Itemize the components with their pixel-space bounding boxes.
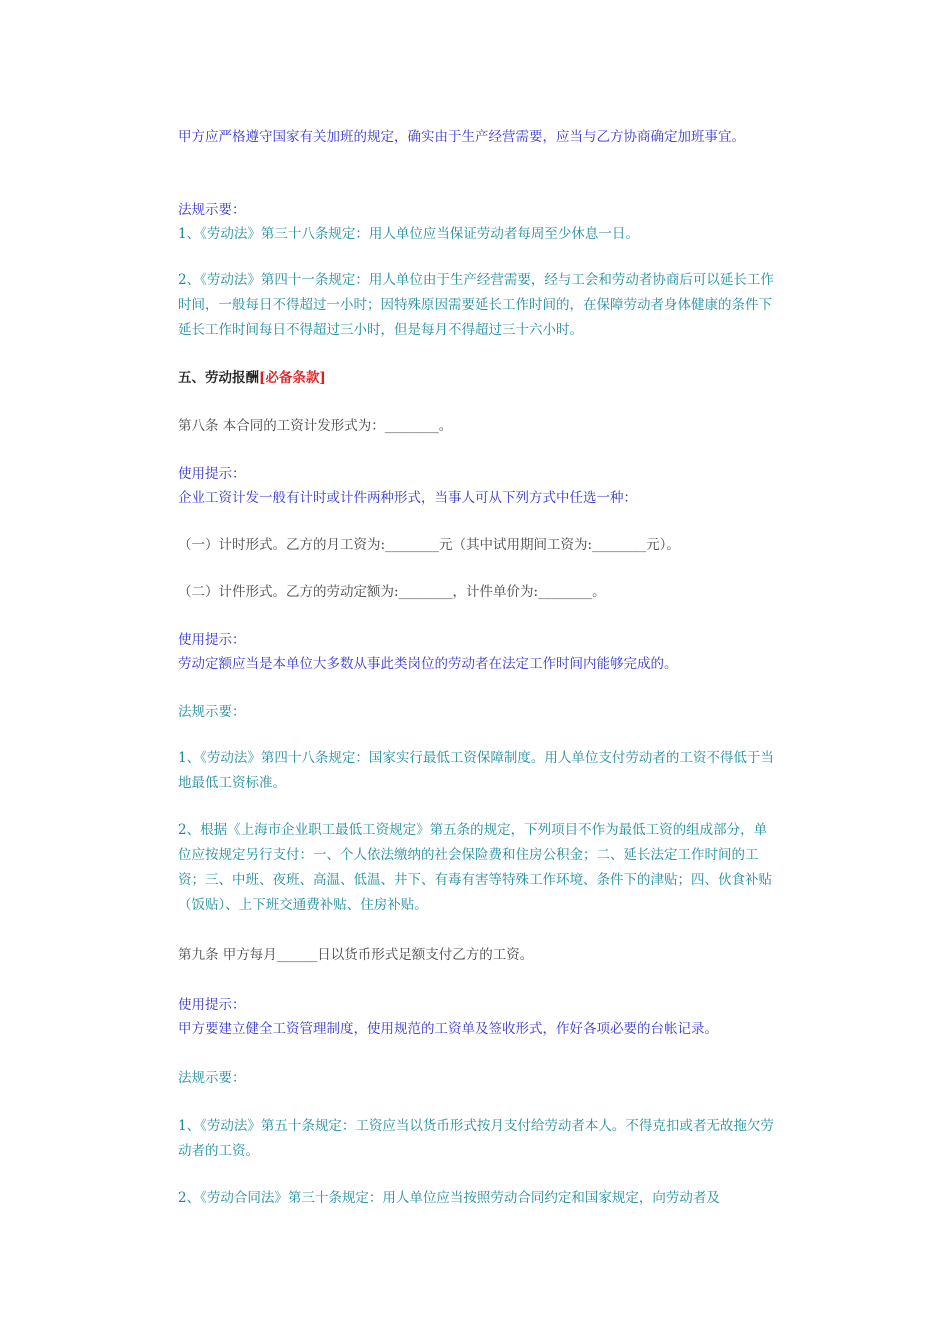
usage-tip-label: 使用提示： bbox=[178, 466, 246, 482]
legal-summary-label: 法规示要： bbox=[178, 704, 246, 720]
labor-contract-law-article-30: 2、《劳动合同法》第三十条规定：用人单位应当按照劳动合同约定和国家规定，向劳动者及 bbox=[178, 1190, 720, 1206]
piece-based-wage: （二）计件形式。乙方的劳动定额为:________，计件单价为:________。 bbox=[178, 584, 606, 600]
legal-summary-label: 法规示要： bbox=[178, 1070, 246, 1086]
time-based-wage: （一）计时形式。乙方的月工资为:________元（其中试用期间工资为:________元）。 bbox=[178, 537, 680, 553]
usage-tip-payroll: 甲方要建立健全工资管理制度，使用规范的工资单及签收形式，作好各项必要的台帐记录。 bbox=[178, 1021, 718, 1037]
usage-tip-label: 使用提示： bbox=[178, 632, 246, 648]
article-9: 第九条 甲方每月______日以货币形式足额支付乙方的工资。 bbox=[178, 947, 534, 963]
shanghai-min-wage-rule: 2、根据《上海市企业职工最低工资规定》第五条的规定，下列项目不作为最低工资的组成部分，单位应按规定另行支付：一、个人依法缴纳的社会保险费和住房公积金；二、延长法定工作时间的工资；三、中班、夜班、高温、低温、井下、有毒有害等特殊工作环境、条件下的津贴；四、伙食补贴（饭贴）、上下班交通费补贴、住房补贴。 bbox=[178, 822, 772, 913]
law-article-50: 1、《劳动法》第五十条规定：工资应当以货币形式按月支付给劳动者本人。不得克扣或者无故拖欠劳动者的工资。 bbox=[178, 1118, 774, 1159]
article-8: 第八条 本合同的工资计发形式为：________。 bbox=[178, 418, 453, 434]
section-heading-5 bbox=[178, 366, 778, 391]
legal-summary-label: 法规示要： bbox=[178, 202, 246, 218]
usage-tip-label: 使用提示： bbox=[178, 997, 246, 1013]
overtime-rule-paragraph: 甲方应严格遵守国家有关加班的规定，确实由于生产经营需要，应当与乙方协商确定加班事宜。 bbox=[178, 129, 745, 145]
usage-tip-wage-forms: 企业工资计发一般有计时或计件两种形式，当事人可从下列方式中任选一种： bbox=[178, 490, 637, 506]
law-article-48: 1、《劳动法》第四十八条规定：国家实行最低工资保障制度。用人单位支付劳动者的工资不得低于当地最低工资标准。 bbox=[178, 750, 774, 791]
required-clause-tag: [必备条款] bbox=[259, 370, 326, 386]
law-article-38: 1、《劳动法》第三十八条规定：用人单位应当保证劳动者每周至少休息一日。 bbox=[178, 226, 639, 242]
section-heading-text: 五、劳动报酬 bbox=[178, 370, 259, 386]
law-article-41: 2、《劳动法》第四十一条规定：用人单位由于生产经营需要，经与工会和劳动者协商后可以延长工作时间，一般每日不得超过一小时；因特殊原因需要延长工作时间的，在保障劳动者身体健康的条件下延长工作时间每日不得超过三小时，但是每月不得超过三十六小时。 bbox=[178, 272, 774, 338]
usage-tip-labor-quota: 劳动定额应当是本单位大多数从事此类岗位的劳动者在法定工作时间内能够完成的。 bbox=[178, 656, 678, 672]
